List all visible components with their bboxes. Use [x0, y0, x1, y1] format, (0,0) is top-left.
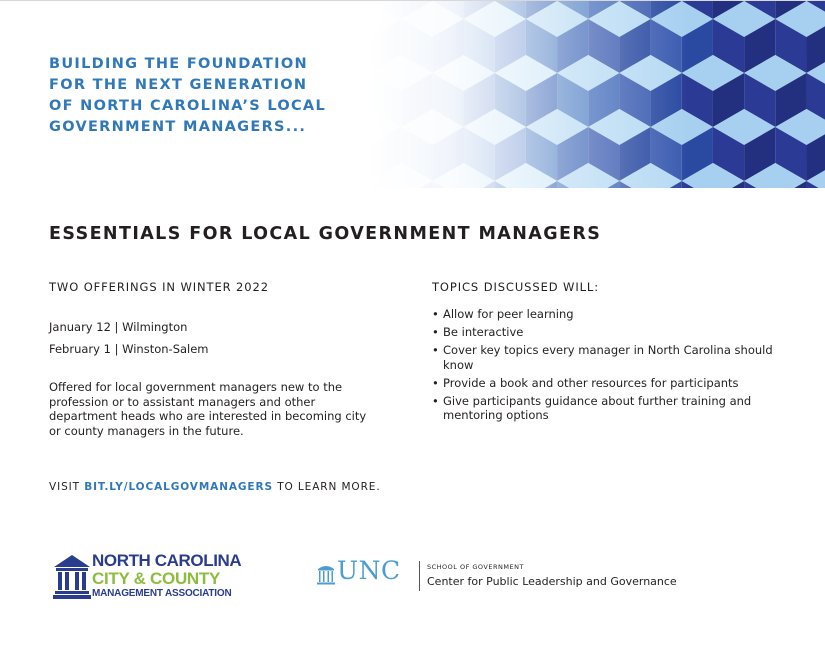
topic-item: • Provide a book and other resources for participants: [432, 376, 777, 391]
topic-item: • Cover key topics every manager in North Carolina should know: [432, 343, 777, 372]
topic-item: • Give participants guidance about further training and mentoring options: [432, 394, 777, 423]
cube-pattern-graphic: [370, 1, 825, 188]
topics-list: [432, 307, 777, 426]
hero-line: BUILDING THE FOUNDATION: [49, 56, 308, 72]
visit-line: [49, 481, 381, 493]
topics-heading: TOPICS DISCUSSED WILL:: [432, 280, 600, 294]
topic-item: • Be interactive: [432, 325, 777, 340]
unc-center-label: Center for Public Leadership and Governance: [427, 575, 677, 588]
old-well-icon: [317, 563, 335, 585]
hero-line: FOR THE NEXT GENERATION: [49, 77, 308, 93]
hero-tagline: [49, 54, 326, 138]
visit-prefix: VISIT: [49, 481, 85, 493]
hero-line: GOVERNMENT MANAGERS...: [49, 119, 307, 135]
topic-item: • Allow for peer learning: [432, 307, 777, 322]
unc-wordmark: UNC: [337, 556, 401, 585]
logo-divider: [419, 561, 420, 591]
visit-suffix: TO LEARN MORE.: [272, 481, 381, 493]
nccma-logo: [52, 554, 92, 600]
unc-school-label: SCHOOL OF GOVERNMENT: [427, 563, 524, 571]
offering-description: Offered for local government managers new to the profession or to assistant managers and other department heads who are interested in becoming city or county managers in the future.: [49, 380, 367, 438]
nccma-line1: NORTH CAROLINA: [92, 551, 242, 570]
offerings-heading: TWO OFFERINGS IN WINTER 2022: [49, 280, 269, 294]
nccma-line3: MANAGEMENT ASSOCIATION: [92, 588, 232, 599]
building-roof-icon: [54, 555, 90, 567]
offering-date: January 12 | Wilmington: [49, 320, 188, 334]
offering-dates: [49, 316, 209, 360]
nccma-line2: CITY & COUNTY: [92, 569, 221, 588]
nccma-wordmark: [92, 552, 241, 600]
offering-date: February 1 | Winston-Salem: [49, 342, 209, 356]
page-title: ESSENTIALS FOR LOCAL GOVERNMENT MANAGERS: [49, 224, 602, 244]
hero-line: OF NORTH CAROLINA’S LOCAL: [49, 98, 326, 114]
visit-link[interactable]: BIT.LY/LOCALGOVMANAGERS: [84, 481, 273, 493]
